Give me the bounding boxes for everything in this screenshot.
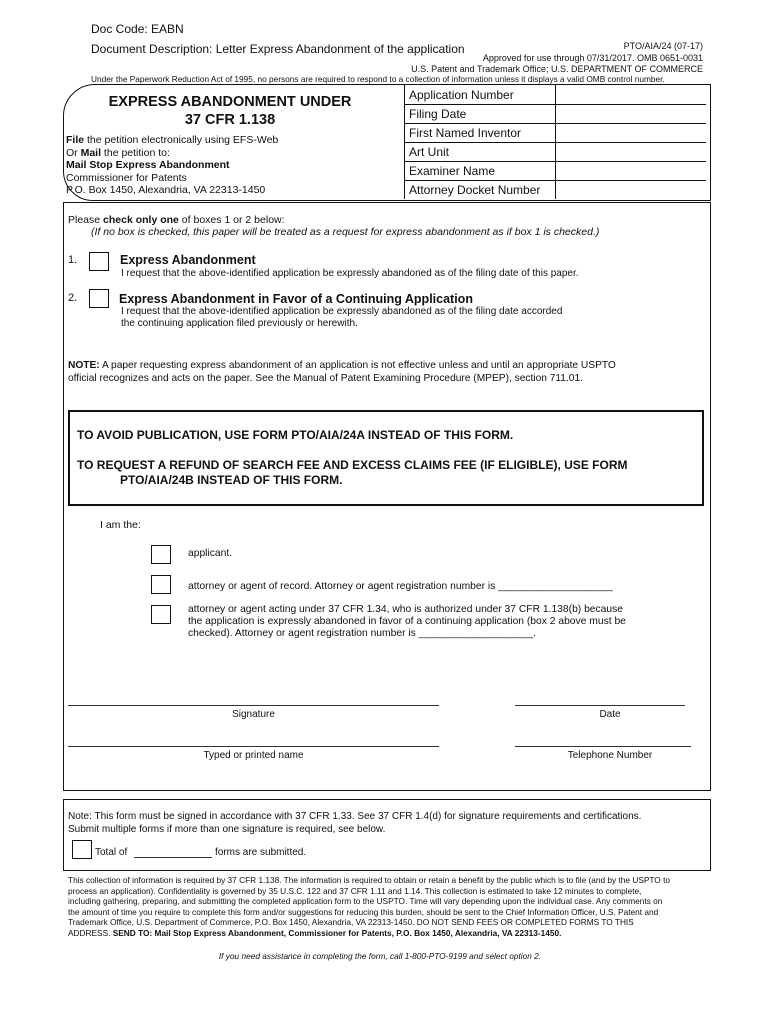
date-label: Date [599, 709, 621, 720]
telephone-line[interactable] [515, 746, 691, 747]
attorney-1-34-line2: the application is expressly abandoned in favor of a continuing application (box 2 above must be [188, 616, 626, 627]
warning-publication: TO AVOID PUBLICATION, USE FORM PTO/AIA/24A INSTEAD OF THIS FORM. [77, 428, 514, 442]
mail-stop: Mail Stop Express Abandonment [66, 159, 230, 172]
assistance-text: If you need assistance in completing the form, call 1-800-PTO-9199 and select option 2. [218, 951, 542, 961]
option-1-text: I request that the above-identified application be expressly abandoned as of the filing date of this paper. [121, 268, 579, 279]
art-unit-label: Art Unit [409, 145, 450, 159]
applicant-label: applicant. [188, 548, 233, 559]
option-2-text-line1: I request that the above-identified application be expressly abandoned as of the filing date accorded [121, 306, 563, 317]
check-instruction: Please check only one of boxes 1 or 2 below: [68, 214, 285, 226]
attorney-of-record-checkbox[interactable] [151, 575, 171, 594]
option-1-number: 1. [68, 254, 78, 266]
note-line1: NOTE: A paper requesting express abandonment of an application is not effective unless and until an appropriate USPTO [68, 360, 616, 371]
typed-name-label: Typed or printed name [203, 750, 304, 761]
form-number: PTO/AIA/24 (07-17) [623, 41, 703, 51]
first-named-inventor-input[interactable] [555, 124, 705, 143]
check-instruction-note: (If no box is checked, this paper will be treated as a request for express abandonment as if box 1 is checked.) [91, 226, 600, 238]
attorney-of-record-label: attorney or agent of record. Attorney or agent registration number is ____________________ [188, 581, 613, 592]
attorney-1-34-line1: attorney or agent acting under 37 CFR 1.34, who is authorized under 37 CFR 1.138(b) because [188, 604, 624, 615]
filing-instructions: File the petition electronically using EFS-Web Or Mail the petition to: Mail Stop Express Abandonment Commissioner for Patents P.O. Box 1450, Alexandria, VA 22313-1450 [66, 134, 279, 197]
form-title-line2: 37 CFR 1.138 [184, 112, 276, 128]
attorney-1-34-line3: checked). Attorney or agent registration number is ____________________. [188, 628, 537, 639]
telephone-label: Telephone Number [567, 750, 653, 761]
total-of-label: Total of [95, 847, 128, 858]
attorney-docket-label: Attorney Docket Number [409, 183, 541, 197]
option-2-checkbox[interactable] [89, 289, 109, 308]
commissioner: Commissioner for Patents [66, 171, 187, 184]
form-title-line1: EXPRESS ABANDONMENT UNDER [108, 94, 352, 110]
forms-submitted-label: forms are submitted. [215, 847, 307, 858]
footer-note-box [63, 799, 711, 871]
attorney-1-34-checkbox[interactable] [151, 605, 171, 624]
applicant-checkbox[interactable] [151, 545, 171, 564]
examiner-name-label: Examiner Name [409, 164, 496, 178]
filing-date-input[interactable] [555, 105, 705, 124]
filing-date-label: Filing Date [409, 107, 467, 121]
attorney-docket-input[interactable] [555, 181, 705, 200]
note-line2: official recognizes and acts on the paper. See the Manual of Patent Examining Procedure (MPEP), section 711.01. [68, 373, 583, 384]
option-2-number: 2. [68, 292, 78, 304]
mail-address: P.O. Box 1450, Alexandria, VA 22313-1450 [66, 184, 266, 197]
agency-text: U.S. Patent and Trademark Office; U.S. DEPARTMENT OF COMMERCE [411, 64, 703, 74]
paperwork-text: Under the Paperwork Reduction Act of 1995, no persons are required to respond to a collection of information unless it displays a valid OMB control number. [91, 74, 665, 84]
doc-code: Doc Code: EABN [91, 22, 184, 36]
examiner-name-input[interactable] [555, 162, 705, 181]
option-2-text-line2: the continuing application filed previously or herewith. [121, 318, 358, 329]
art-unit-input[interactable] [555, 143, 705, 162]
option-1-title: Express Abandonment [120, 253, 256, 267]
doc-description: Document Description: Letter Express Abandonment of the application [91, 42, 465, 56]
date-line[interactable] [515, 705, 685, 706]
application-number-label: Application Number [409, 88, 514, 102]
burden-statement: This collection of information is required by 37 CFR 1.138. The information is required to obtain or retain a benefit by the public which is to file (and by the USPTO to process an application). Confidentiality is governed by 35 U.S.C. 122 and 37 CFR 1.11 and 1.14. This collection is estimated to take 12 minutes to complete, including gathering, preparing, and submitting the completed application form to the USPTO. Time will vary depending upon the individual case. Any comments on the amount of time you require to complete this form and/or suggestions for reducing this burden, should be sent to the Chief Information Officer, U.S. Patent and Trademark Office, U.S. Department of Commerce, P.O. Box 1450, Alexandria, VA 22313-1450. DO NOT SEND FEES OR COMPLETED FORMS TO THIS ADDRESS. SEND TO: Mail Stop Express Abandonment, Commissioner for Patents, P.O. Box 1450, Alexandria, VA 22313-1450. [68, 875, 670, 938]
signature-label: Signature [232, 709, 275, 720]
application-number-input[interactable] [555, 86, 705, 105]
first-named-inventor-label: First Named Inventor [409, 126, 522, 140]
approval-text: Approved for use through 07/31/2017. OMB 0651-0031 [482, 53, 703, 63]
warning-refund-line1: TO REQUEST A REFUND OF SEARCH FEE AND EXCESS CLAIMS FEE (IF ELIGIBLE), USE FORM [77, 458, 628, 472]
footer-note-line2: Submit multiple forms if more than one signature is required, see below. [68, 824, 386, 835]
warning-refund-line2: PTO/AIA/24B INSTEAD OF THIS FORM. [120, 473, 343, 487]
total-forms-input[interactable] [134, 845, 212, 858]
i-am-label: I am the: [100, 519, 141, 531]
total-forms-checkbox[interactable] [72, 840, 92, 859]
option-1-checkbox[interactable] [89, 252, 109, 271]
option-2-title: Express Abandonment in Favor of a Continuing Application [119, 292, 473, 306]
signature-line[interactable] [68, 705, 439, 706]
typed-name-line[interactable] [68, 746, 439, 747]
footer-note-line1: Note: This form must be signed in accordance with 37 CFR 1.33. See 37 CFR 1.4(d) for signature requirements and certifications. [68, 811, 642, 822]
